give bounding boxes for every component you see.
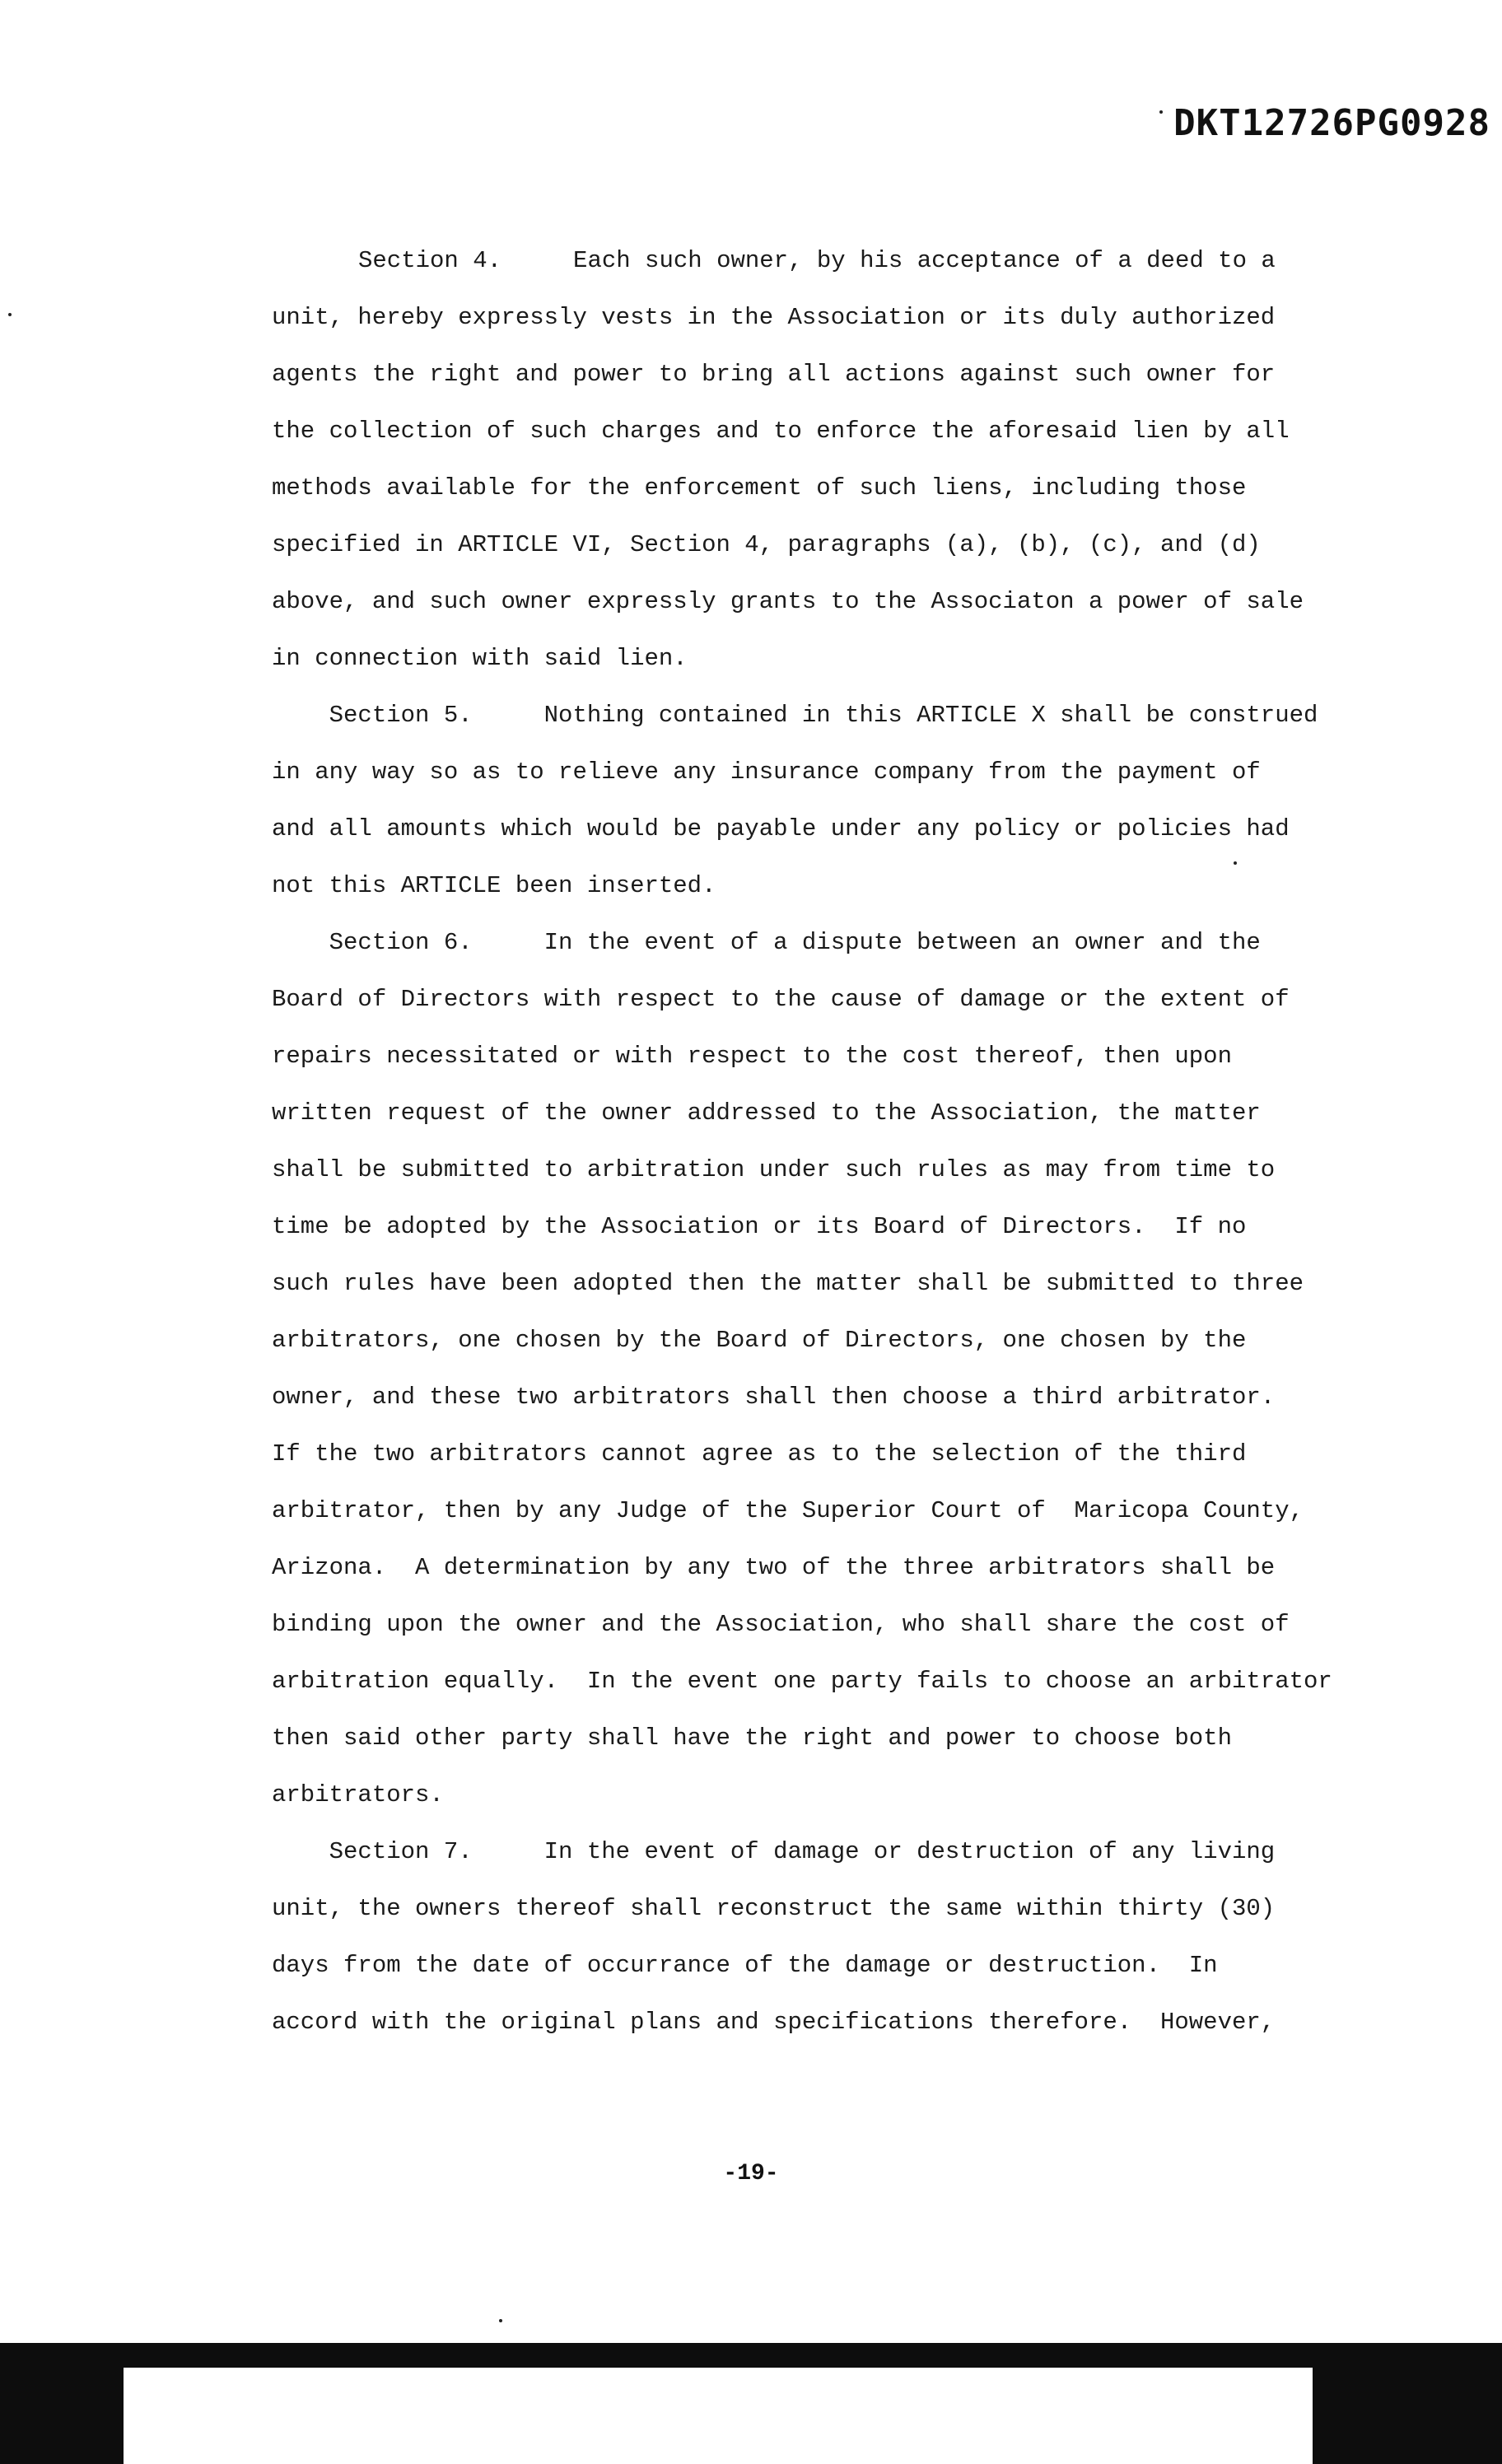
text-line: Section 7. In the event of damage or destruction of any living	[272, 1838, 1276, 1865]
text-line: If the two arbitrators cannot agree as to the selection of the third	[272, 1440, 1247, 1468]
text-line: not this ARTICLE been inserted.	[272, 872, 716, 899]
text-line: arbitrators.	[272, 1781, 444, 1808]
scan-bottom-border	[0, 2343, 1502, 2368]
scan-bottom-right-shadow	[1313, 2343, 1502, 2464]
text-line: days from the date of occurrance of the damage or destruction. In	[272, 1952, 1218, 1979]
text-line: Section 5. Nothing contained in this ARTICLE X shall be construed	[272, 702, 1318, 729]
text-line: shall be submitted to arbitration under such rules as may from time to	[272, 1156, 1276, 1183]
text-line: the collection of such charges and to enforce the aforesaid lien by all	[272, 418, 1290, 445]
text-line: specified in ARTICLE VI, Section 4, paragraphs (a), (b), (c), and (d)	[272, 531, 1261, 558]
text-line: in any way so as to relieve any insurance company from the payment of	[272, 758, 1261, 786]
text-line: unit, the owners thereof shall reconstruct the same within thirty (30)	[272, 1895, 1276, 1922]
text-line: Section 4. Each such owner, by his acceptance of a deed to a	[358, 247, 1276, 274]
text-line: agents the right and power to bring all actions against such owner for	[272, 361, 1276, 388]
text-line: binding upon the owner and the Association, who shall share the cost of	[272, 1611, 1290, 1638]
text-line: written request of the owner addressed to the Association, the matter	[272, 1099, 1261, 1127]
page-number: -19-	[723, 2161, 779, 2186]
text-line: repairs necessitated or with respect to the cost thereof, then upon	[272, 1043, 1232, 1070]
scan-bottom-left-shadow	[0, 2343, 124, 2464]
text-line: above, and such owner expressly grants to the Associaton a power of sale	[272, 588, 1304, 615]
text-line: arbitrators, one chosen by the Board of Directors, one chosen by the	[272, 1327, 1247, 1354]
text-line: time be adopted by the Association or its Board of Directors. If no	[272, 1213, 1247, 1240]
scan-speck	[1234, 861, 1237, 865]
docket-number: DKT12726PG0928	[1173, 102, 1490, 144]
text-line: such rules have been adopted then the matter shall be submitted to three	[272, 1270, 1304, 1297]
scan-speck	[8, 313, 12, 316]
scan-speck	[1159, 110, 1163, 114]
text-line: Arizona. A determination by any two of the three arbitrators shall be	[272, 1554, 1276, 1581]
text-line: accord with the original plans and specifications therefore. However,	[272, 2009, 1276, 2036]
document-body	[272, 232, 1408, 2051]
text-line: Section 6. In the event of a dispute between an owner and the	[272, 929, 1261, 956]
text-line: Board of Directors with respect to the cause of damage or the extent of	[272, 986, 1290, 1013]
scan-speck	[499, 2319, 502, 2322]
text-line: then said other party shall have the right and power to choose both	[272, 1724, 1232, 1752]
text-line: and all amounts which would be payable under any policy or policies had	[272, 815, 1290, 842]
text-line: owner, and these two arbitrators shall then choose a third arbitrator.	[272, 1384, 1276, 1411]
text-line: arbitrator, then by any Judge of the Superior Court of Maricopa County,	[272, 1497, 1304, 1524]
text-line: methods available for the enforcement of such liens, including those	[272, 474, 1247, 502]
text-line: in connection with said lien.	[272, 645, 688, 672]
text-line: unit, hereby expressly vests in the Association or its duly authorized	[272, 304, 1276, 331]
text-line: arbitration equally. In the event one party fails to choose an arbitrator	[272, 1668, 1332, 1695]
